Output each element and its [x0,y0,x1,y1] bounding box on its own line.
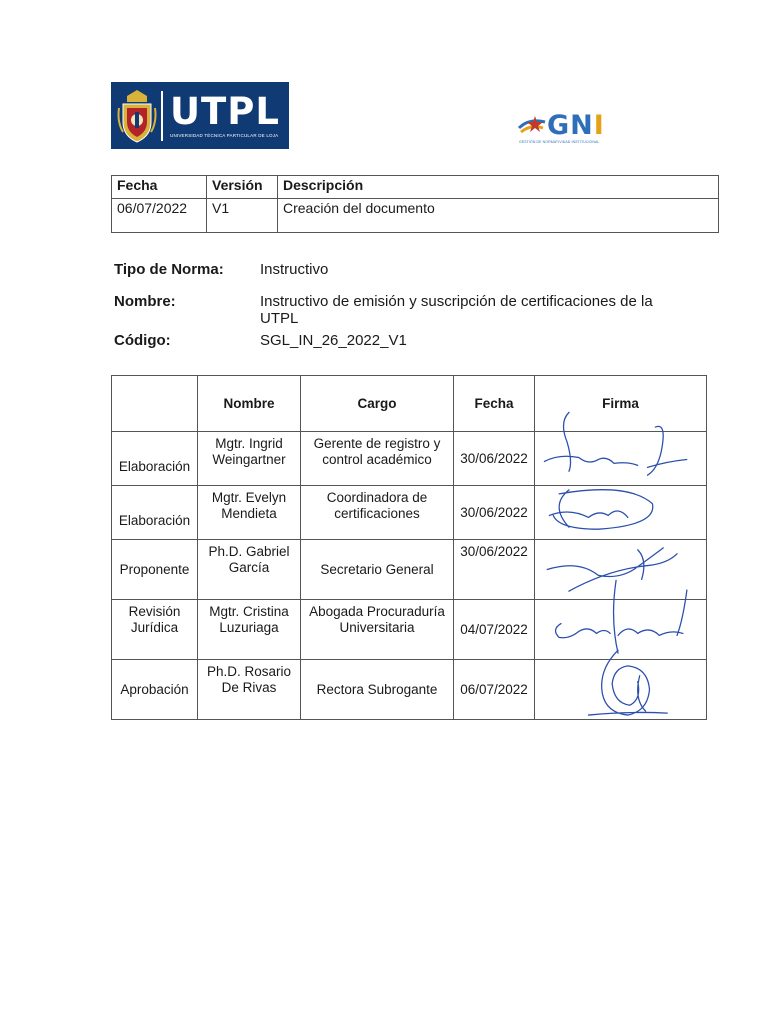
signature-cell [535,600,707,660]
version-cell-version: V1 [207,199,278,233]
version-header-version: Versión [207,176,278,199]
version-header-fecha: Fecha [112,176,207,199]
name-cell: Ph.D. Rosario De Rivas [198,660,301,720]
signature-de-rivas [535,660,706,719]
name-cell: Mgtr. Cristina Luzuriaga [198,600,301,660]
codigo-label: Código: [114,332,171,349]
signature-weingartner [535,432,706,485]
approval-header-fecha: Fecha [454,376,535,432]
approval-table [111,375,707,720]
table-row [112,660,707,720]
name-cell: Mgtr. Ingrid Weingartner [198,432,301,486]
signature-cell [535,486,707,540]
cargo-cell: Abogada Procuraduría Universitaria [301,600,454,660]
approval-table-header-row [112,376,707,432]
fecha-cell: 30/06/2022 [454,486,535,540]
table-row [112,540,707,600]
table-row [112,199,719,233]
role-cell: Proponente [112,540,198,600]
version-cell-fecha: 06/07/2022 [112,199,207,233]
signature-cell [535,660,707,720]
version-history-table [111,175,719,233]
signature-cell [535,540,707,600]
signature-mendieta [535,486,706,539]
version-cell-descripcion: Creación del documento [278,199,719,233]
approval-header-nombre: Nombre [198,376,301,432]
nombre-value: Instructivo de emisión y suscripción de certificaciones de la UTPL [260,293,653,327]
cargo-cell: Coordinadora de certificaciones [301,486,454,540]
table-row [112,486,707,540]
gni-logo [517,112,627,148]
signature-luzuriaga [535,600,706,659]
tipo-norma-value: Instructivo [260,261,329,278]
table-row [112,432,707,486]
signature-garcia [535,540,706,599]
cargo-cell: Rectora Subrogante [301,660,454,720]
tipo-norma-label: Tipo de Norma: [114,261,224,278]
cargo-cell: Secretario General [301,540,454,600]
gni-letter-g: G [547,110,571,141]
nombre-label: Nombre: [114,293,176,310]
codigo-value: SGL_IN_26_2022_V1 [260,332,407,349]
fecha-cell: 06/07/2022 [454,660,535,720]
version-table-header-row [112,176,719,199]
gni-letter-i: I [593,110,605,141]
signature-cell [535,432,707,486]
role-cell: Revisión Jurídica [112,600,198,660]
name-cell: Mgtr. Evelyn Mendieta [198,486,301,540]
gni-logo-subtitle: GESTIÓN DE NORMATIVIDAD INSTITUCIONAL [519,140,600,144]
university-crest-icon [117,88,157,144]
utpl-logo-subtitle: UNIVERSIDAD TÉCNICA PARTICULAR DE LOJA [170,133,279,138]
logo-divider [161,91,163,141]
cargo-cell: Gerente de registro y control académico [301,432,454,486]
gni-letter-n: N [570,110,594,141]
approval-header-cargo: Cargo [301,376,454,432]
star-swoosh-icon [517,114,547,138]
utpl-logo-name: UTPL [170,90,280,133]
fecha-cell: 04/07/2022 [454,600,535,660]
role-cell: Elaboración [112,486,198,540]
name-cell: Ph.D. Gabriel García [198,540,301,600]
approval-header-role [112,376,198,432]
version-header-descripcion: Descripción [278,176,719,199]
role-cell: Elaboración [112,432,198,486]
role-cell: Aprobación [112,660,198,720]
approval-header-firma: Firma [535,376,707,432]
fecha-cell: 30/06/2022 [454,540,535,600]
fecha-cell: 30/06/2022 [454,432,535,486]
utpl-logo [111,82,289,149]
